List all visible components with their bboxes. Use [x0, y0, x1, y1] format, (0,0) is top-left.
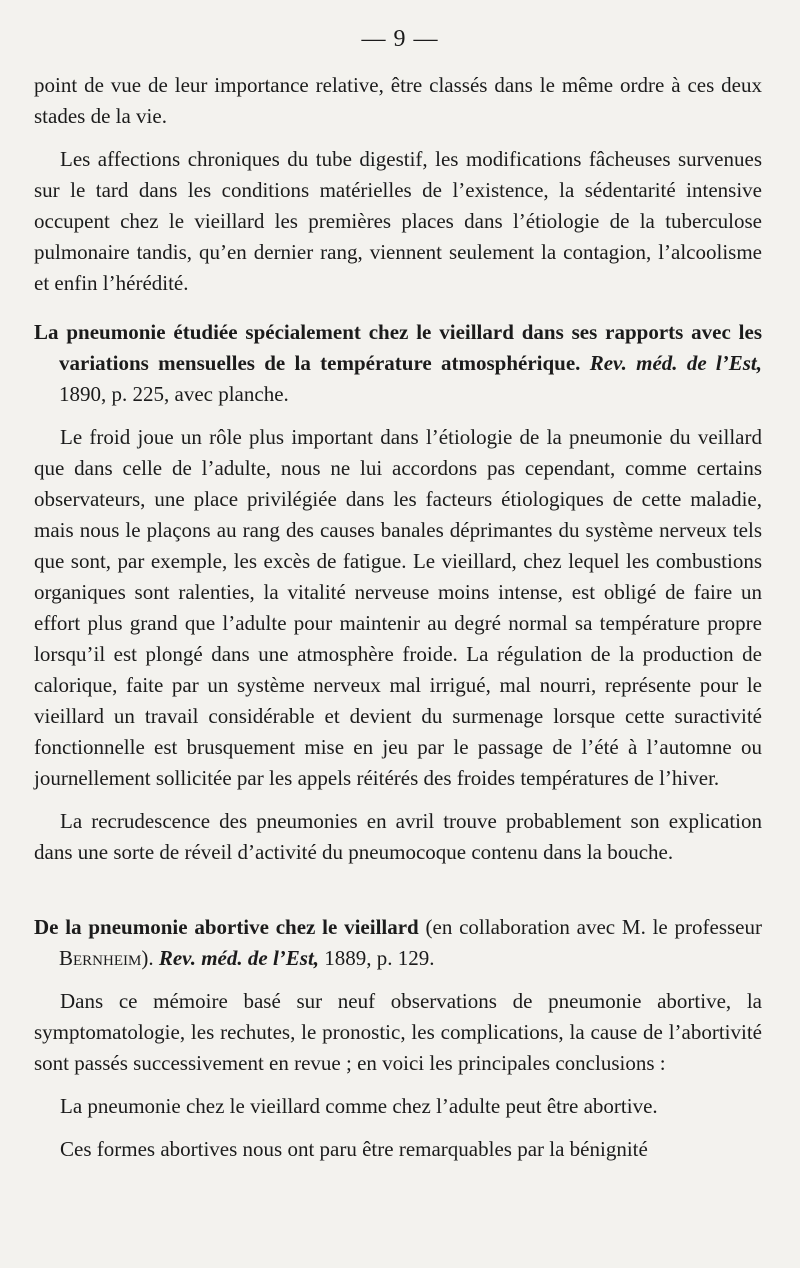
citation-details: 1890, p. 225, avec planche.	[59, 382, 289, 406]
section-heading-abortive-pneumonia	[34, 912, 762, 974]
paragraph-memoir-summary: Dans ce mémoire basé sur neuf observations de pneumonie abortive, la symptomatologie, les rechutes, le pronostic, les complications, la cause de l’abortivité sont passés successivement en revue ; en voici les principales conclusions :	[34, 989, 762, 1075]
citation-details: 1889, p. 129.	[319, 946, 435, 970]
journal-title: Rev. méd. de l’Est,	[158, 946, 320, 970]
paragraph-april-recrudescence: La recrudescence des pneumonies en avril trouve probablement son explication dans une sorte de réveil d’activité du pneumocoque contenu dans la bouche.	[34, 809, 762, 864]
paragraph-conclusion-1: La pneumonie chez le vieillard comme chez l’adulte peut être abortive.	[60, 1094, 658, 1118]
paragraph-cold-role: Le froid joue un rôle plus important dans l’étiologie de la pneumonie du veillard que dans celle de l’adulte, nous ne lui accordons pas cependant, comme certains observateurs, une place privilégiée dans les facteurs étiologiques de cette maladie, mais nous le plaçons au rang des causes banales déprimantes du système nerveux tels que sont, par exemple, les excès de fatigue. Le vieillard, chez lequel les combustions organiques sont ralenties, la vitalité nerveuse moins intense, est obligé de faire un effort plus grand que l’adulte pour maintenir au degré normal sa température propre lorsqu’il est plongé dans une atmosphère froide. La régulation de la production de calorique, faite par un système nerveux mal irrigué, mal nourri, représente pour le vieillard un travail considérable et devient du surmenage lorsque cette suractivité fonctionnelle est brusquement mise en jeu par le passage de l’été à l’automne ou journellement sollicitée par les appels réitérés des froides températures de l’hiver.	[34, 425, 762, 790]
paragraph-continuation: point de vue de leur importance relative, être classés dans le même ordre à ces deux stades de la vie.	[34, 73, 762, 128]
section-heading-pneumonia-temperature	[34, 317, 762, 410]
section-title: De la pneumonie abortive chez le vieillard	[34, 915, 419, 939]
page-body	[34, 70, 762, 1165]
paragraph-tuberculosis-etiology: Les affections chroniques du tube digestif, les modifications fâcheuses survenues sur le tard dans les conditions matérielles de l’existence, la sédentarité intensive occupent chez le vieillard les premières places dans l’étiologie de la tuberculose pulmonaire tandis, qu’en dernier rang, viennent seulement la contagion, l’alcoolisme et enfin l’hérédité.	[34, 147, 762, 295]
paragraph-conclusion-2: Ces formes abortives nous ont paru être remarquables par la bénignité	[60, 1137, 648, 1161]
collaboration-suffix: ).	[141, 946, 159, 970]
journal-title: Rev. méd. de l’Est,	[589, 351, 763, 375]
page-number: — 9 —	[361, 26, 439, 52]
collaborator-name: Bernheim	[59, 946, 142, 970]
collaboration-prefix: (en collaboration avec M. le professeur	[418, 915, 762, 939]
section-title: La pneumonie étudiée spécialement chez le vieillard dans ses rapports avec les variations mensuelles de la température atmosphérique.	[34, 320, 762, 375]
